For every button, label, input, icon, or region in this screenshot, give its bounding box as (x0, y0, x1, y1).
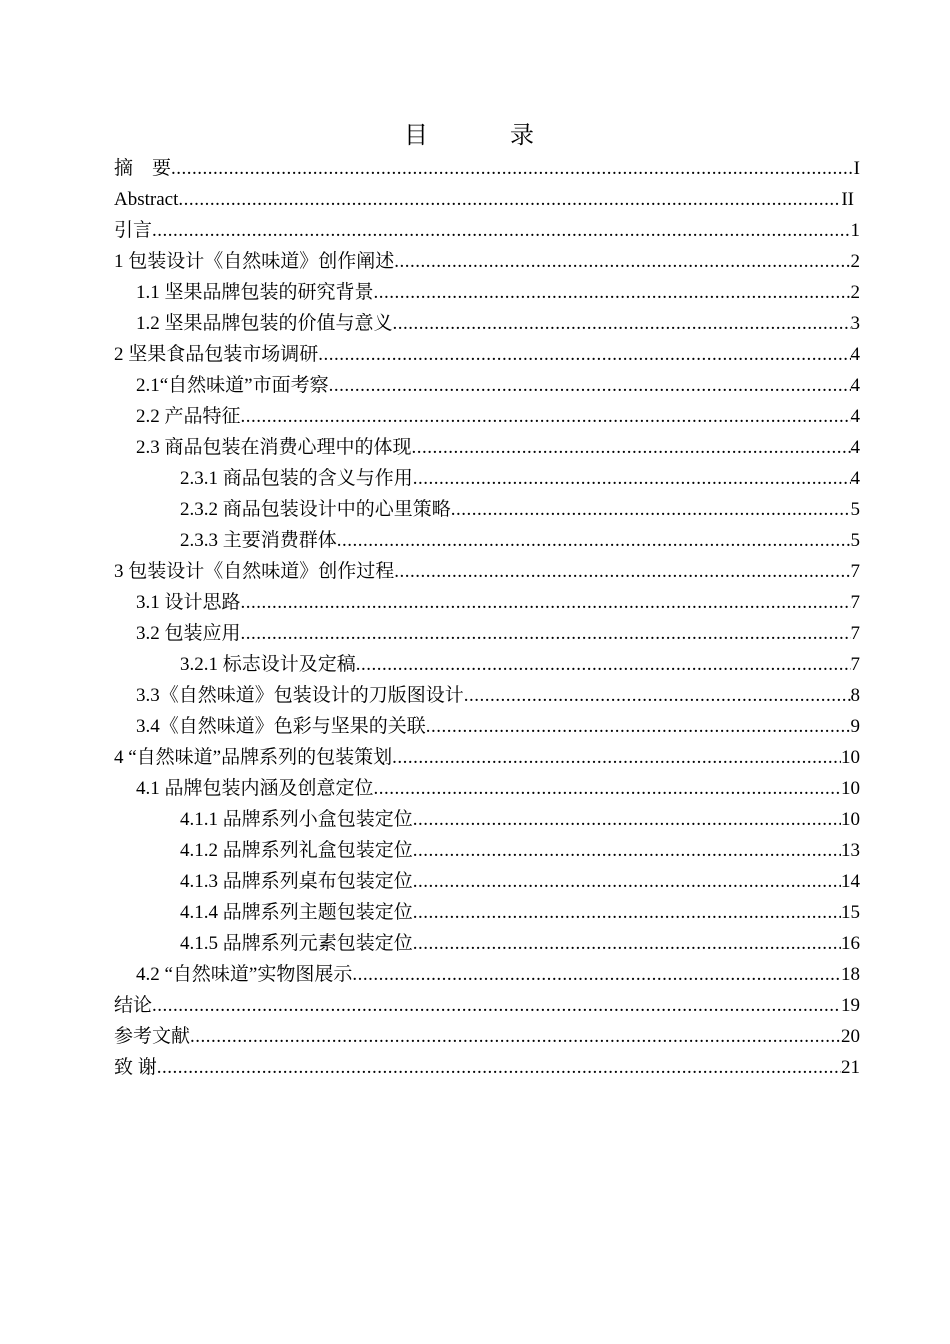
toc-entry[interactable] (114, 1052, 860, 1083)
toc-entry-page-number: 13 (841, 840, 860, 861)
toc-entry-label: 2.3.2 商品包装设计中的心里策略 (180, 499, 451, 520)
toc-entry[interactable] (114, 680, 860, 711)
toc-entry-page-number: 19 (841, 995, 860, 1016)
toc-dot-leader (413, 897, 841, 928)
toc-entry-page-number: 16 (841, 933, 860, 954)
toc-entry[interactable] (114, 370, 860, 401)
toc-entry-label: 4.1.3 品牌系列桌布包装定位 (180, 871, 413, 892)
toc-entry-page-number: 8 (850, 685, 860, 706)
toc-entry[interactable] (114, 618, 860, 649)
toc-dot-leader (241, 587, 851, 618)
toc-dot-leader (352, 959, 841, 990)
toc-entry-page-number: 5 (850, 499, 860, 520)
toc-entry[interactable] (114, 525, 860, 556)
toc-dot-leader (394, 556, 850, 587)
toc-dot-leader (412, 432, 851, 463)
toc-entry[interactable] (114, 556, 860, 587)
toc-entry-label: 4.1.1 品牌系列小盒包装定位 (180, 809, 413, 830)
toc-entry-page-number: 21 (841, 1057, 860, 1078)
toc-entry-label: 结论 (114, 995, 153, 1016)
toc-dot-leader (178, 184, 841, 215)
toc-dot-leader (152, 990, 841, 1021)
toc-dot-leader (426, 711, 851, 742)
toc-entry-page-number: 2 (850, 282, 860, 303)
toc-dot-leader (451, 494, 851, 525)
toc-dot-leader (393, 308, 851, 339)
toc-entry-label: 2.1“自然味道”市面考察 (136, 375, 329, 396)
toc-dot-leader (413, 928, 841, 959)
toc-entry-page-number: 4 (850, 437, 860, 458)
toc-entry[interactable] (114, 277, 860, 308)
toc-entry-label: 3.1 设计思路 (136, 592, 241, 613)
toc-entry-page-number: 7 (850, 561, 860, 582)
toc-entry-label: 4.1.2 品牌系列礼盒包装定位 (180, 840, 413, 861)
toc-entry-label: 2.3.3 主要消费群体 (180, 530, 337, 551)
toc-entry[interactable] (114, 463, 860, 494)
toc-entry[interactable] (114, 401, 860, 432)
toc-entry[interactable] (114, 928, 860, 959)
toc-dot-leader (413, 804, 841, 835)
toc-entry-label: 参考文献 (114, 1026, 191, 1047)
toc-dot-leader (394, 246, 850, 277)
toc-entry-page-number: 7 (850, 654, 860, 675)
toc-entry-label: 1.1 坚果品牌包装的研究背景 (136, 282, 374, 303)
toc-entry-label: 3.4《自然味道》色彩与坚果的关联 (136, 716, 426, 737)
toc-entry-label: 4.1.5 品牌系列元素包装定位 (180, 933, 413, 954)
toc-entry-page-number: 7 (850, 623, 860, 644)
toc-entry[interactable] (114, 866, 860, 897)
toc-entry-page-number: 10 (841, 747, 860, 768)
toc-entry[interactable] (114, 804, 860, 835)
toc-entry-page-number: 1 (850, 220, 860, 241)
toc-dot-leader (241, 401, 851, 432)
toc-entry-page-number: 15 (841, 902, 860, 923)
toc-dot-leader (329, 370, 851, 401)
toc-entry[interactable] (114, 587, 860, 618)
toc-dot-leader (152, 215, 850, 246)
toc-dot-leader (392, 742, 841, 773)
toc-entry[interactable] (114, 990, 860, 1021)
toc-entry[interactable] (114, 432, 860, 463)
toc-entry[interactable] (114, 215, 860, 246)
toc-entry[interactable] (114, 1021, 860, 1052)
toc-entry-page-number: 18 (841, 964, 860, 985)
table-of-contents (114, 153, 860, 1083)
toc-entry[interactable] (114, 711, 860, 742)
toc-dot-leader (241, 618, 851, 649)
toc-entry[interactable] (114, 339, 860, 370)
toc-entry-page-number: 4 (850, 406, 860, 427)
toc-dot-leader (374, 773, 841, 804)
toc-entry-label: 3.3《自然味道》包装设计的刀版图设计 (136, 685, 464, 706)
toc-entry-page-number: 14 (841, 871, 860, 892)
toc-dot-leader (337, 525, 851, 556)
toc-entry-label: 4.2 “自然味道”实物图展示 (136, 964, 353, 985)
toc-entry-label: 2.2 产品特征 (136, 406, 241, 427)
toc-entry-label: Abstract (114, 189, 179, 210)
toc-entry-page-number: 3 (850, 313, 860, 334)
toc-entry[interactable] (114, 773, 860, 804)
toc-entry-page-number: 20 (841, 1026, 860, 1047)
toc-entry-page-number: 2 (850, 251, 860, 272)
toc-entry-page-number: 10 (841, 778, 860, 799)
toc-entry-label: 2.3 商品包装在消费心理中的体现 (136, 437, 412, 458)
toc-entry-page-number: I (853, 158, 860, 179)
toc-entry-label: 3.2 包装应用 (136, 623, 241, 644)
toc-entry[interactable] (114, 153, 860, 184)
toc-entry-page-number: II (841, 189, 854, 210)
toc-dot-leader (374, 277, 851, 308)
toc-entry-label: 1.2 坚果品牌包装的价值与意义 (136, 313, 393, 334)
toc-entry[interactable] (114, 959, 860, 990)
toc-dot-leader (157, 1052, 841, 1083)
toc-entry[interactable] (114, 835, 860, 866)
toc-dot-leader (171, 153, 854, 184)
toc-entry-page-number: 5 (850, 530, 860, 551)
toc-dot-leader (356, 649, 851, 680)
toc-entry[interactable] (114, 897, 860, 928)
toc-entry[interactable] (114, 246, 860, 277)
toc-dot-leader (318, 339, 850, 370)
toc-entry[interactable] (114, 742, 860, 773)
toc-dot-leader (413, 463, 851, 494)
toc-entry-label: 摘 要 (114, 158, 172, 179)
toc-entry-label: 4 “自然味道”品牌系列的包装策划 (114, 747, 393, 768)
toc-entry[interactable] (114, 649, 860, 680)
toc-entry-page-number: 9 (850, 716, 860, 737)
toc-entry-label: 3 包装设计《自然味道》创作过程 (114, 561, 395, 582)
toc-dot-leader (413, 866, 841, 897)
toc-title: 目 录 (404, 123, 572, 149)
toc-entry-label: 引言 (114, 220, 153, 241)
toc-entry-page-number: 4 (850, 375, 860, 396)
toc-entry-page-number: 4 (850, 468, 860, 489)
toc-entry[interactable] (114, 494, 860, 525)
toc-entry-page-number: 7 (850, 592, 860, 613)
toc-entry-label: 3.2.1 标志设计及定稿 (180, 654, 356, 675)
toc-entry[interactable] (114, 184, 860, 215)
toc-entry-page-number: 10 (841, 809, 860, 830)
toc-entry-label: 4.1 品牌包装内涵及创意定位 (136, 778, 374, 799)
toc-entry-page-number: 4 (850, 344, 860, 365)
toc-entry-label: 致 谢 (114, 1057, 157, 1078)
toc-entry-label: 1 包装设计《自然味道》创作阐述 (114, 251, 395, 272)
toc-dot-leader (413, 835, 841, 866)
toc-entry-label: 4.1.4 品牌系列主题包装定位 (180, 902, 413, 923)
toc-entry-label: 2 坚果食品包装市场调研 (114, 344, 319, 365)
toc-entry-label: 2.3.1 商品包装的含义与作用 (180, 468, 413, 489)
toc-dot-leader (190, 1021, 841, 1052)
toc-dot-leader (464, 680, 851, 711)
toc-entry[interactable] (114, 308, 860, 339)
